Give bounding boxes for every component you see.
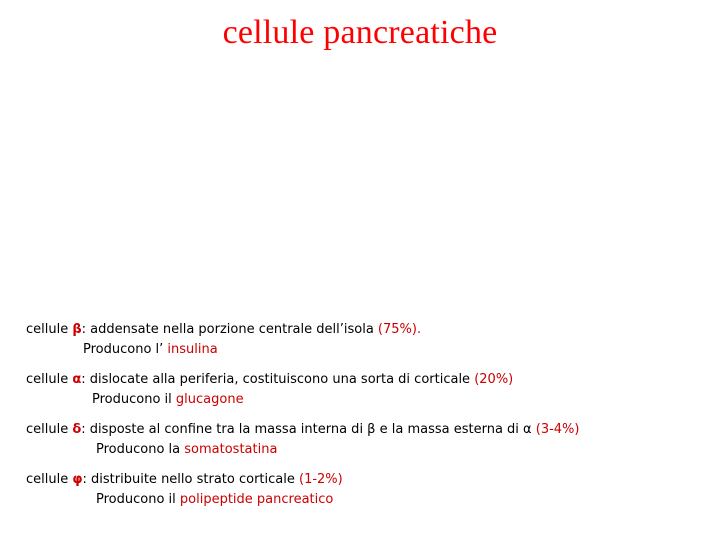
cell-description — [26, 370, 706, 390]
hormone-prefix: Producono l’ — [83, 342, 168, 357]
hormone-name: insulina — [167, 342, 218, 357]
greek-letter: β — [72, 322, 82, 337]
hormone-line — [26, 340, 706, 360]
cell-desc: : disposte al confine tra la massa interna di β e la massa esterna di α — [81, 422, 536, 437]
hormone-line — [26, 440, 706, 460]
hormone-line — [26, 390, 706, 410]
cell-type-beta — [26, 320, 706, 360]
hormone-prefix: Producono il — [96, 492, 180, 507]
cell-percent: (1-2%) — [299, 472, 343, 487]
cell-prefix: cellule — [26, 472, 73, 487]
cell-percent: (75%). — [377, 322, 422, 337]
cell-prefix: cellule — [26, 322, 73, 337]
greek-letter: α — [72, 372, 82, 387]
cell-desc: : dislocate alla periferia, costituiscono una sorta di corticale — [81, 372, 475, 387]
cell-description — [26, 470, 706, 490]
hormone-name: glucagone — [175, 392, 244, 407]
hormone-prefix: Producono il — [92, 392, 176, 407]
cell-prefix: cellule — [26, 422, 73, 437]
hormone-name: polipeptide pancreatico — [179, 492, 334, 507]
cell-type-delta — [26, 420, 706, 460]
cell-desc: : addensate nella porzione centrale dell’isola — [81, 322, 378, 337]
greek-letter: δ — [72, 422, 82, 437]
slide-title: cellule pancreatiche — [222, 14, 498, 51]
cell-percent: (3-4%) — [535, 422, 580, 437]
cell-desc: : distribuite nello strato corticale — [82, 472, 299, 487]
hormone-name: somatostatina — [184, 442, 278, 457]
cell-percent: (20%) — [474, 372, 514, 387]
cell-prefix: cellule — [26, 372, 73, 387]
greek-letter: φ — [72, 472, 83, 487]
hormone-line — [26, 490, 706, 510]
cell-description — [26, 420, 706, 440]
cell-type-phi — [26, 470, 706, 510]
cell-description — [26, 320, 706, 340]
cell-type-alpha — [26, 370, 706, 410]
hormone-prefix: Producono la — [96, 442, 185, 457]
cell-types-list — [26, 320, 706, 518]
